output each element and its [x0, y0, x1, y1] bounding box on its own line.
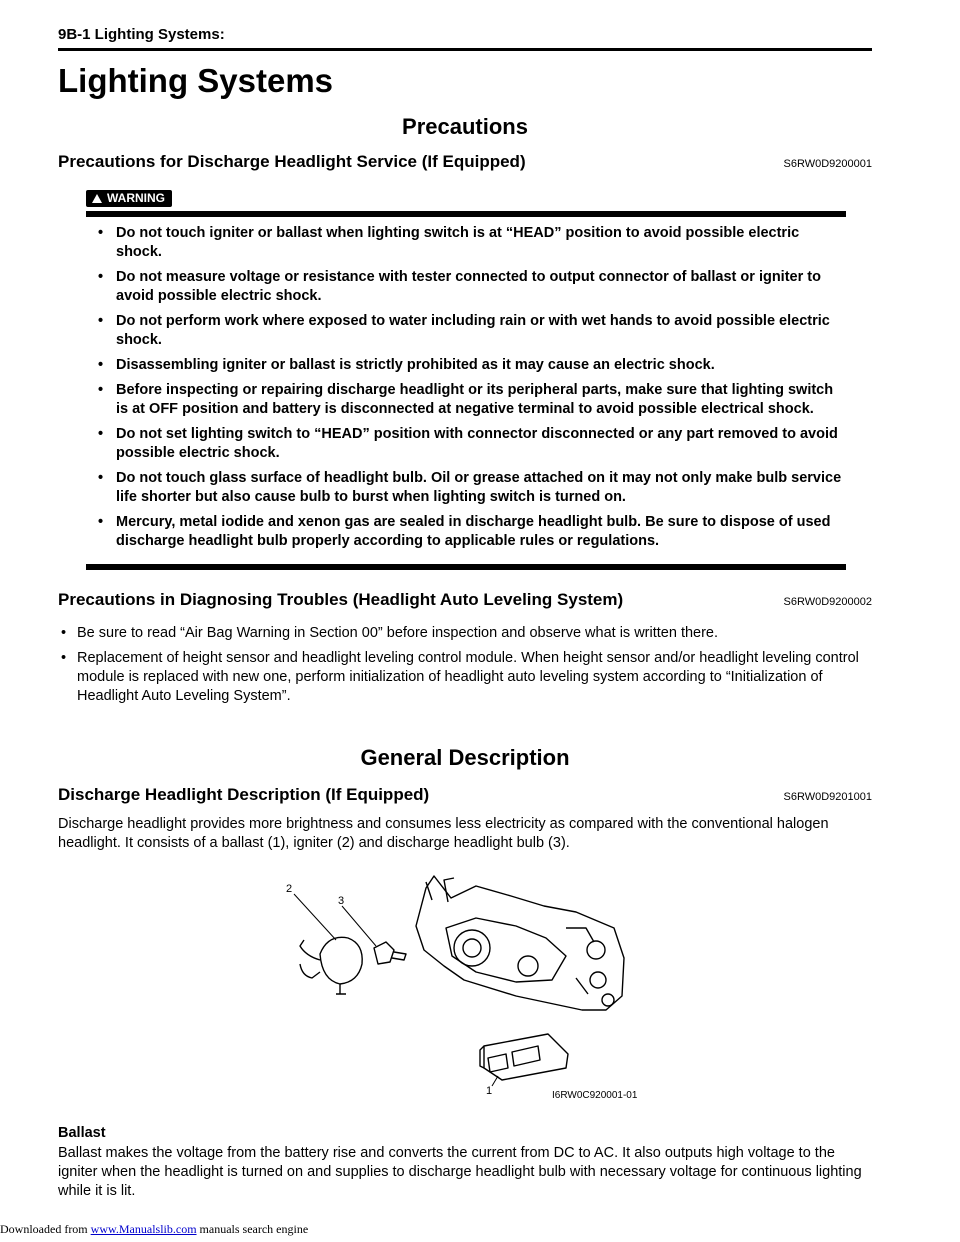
callout-1: 1 — [486, 1085, 493, 1097]
warning-item: • Do not perform work where exposed to water including rain or with wet hands to avoid possible electric shock. — [86, 312, 846, 350]
leader-line-3 — [342, 906, 376, 946]
callout-3: 3 — [338, 895, 345, 907]
ballast-heading: Ballast — [58, 1125, 106, 1141]
bulb-socket-inner — [463, 939, 481, 957]
figure-code: I6RW0C920001-01 — [552, 1090, 638, 1101]
igniter-lead — [300, 940, 320, 960]
warning-label: WARNING — [107, 191, 165, 205]
leader-line-1 — [492, 1076, 498, 1086]
housing-port — [587, 941, 605, 959]
igniter-lead — [300, 964, 320, 978]
section-code: S6RW0D9201001 — [783, 791, 872, 803]
subheading-discharge-precautions — [58, 152, 872, 172]
warning-item: • Do not measure voltage or resistance with tester connected to output connector of ballast or igniter to avoid possible electric shock. — [86, 268, 846, 306]
bulb-socket — [454, 930, 490, 966]
list-item: • Replacement of height sensor and headlight leveling control module. When height sensor and/or headlight leveling control module is replaced with new one, perform initialization of headlight auto leveling system according to “Initialization of Headlight Auto Leveling System”. — [58, 649, 872, 706]
list-item: • Be sure to read “Air Bag Warning in Section 00” before inspection and observe what is written there. — [58, 624, 872, 643]
warning-list — [86, 224, 846, 557]
leader-line-2 — [294, 894, 336, 940]
warning-item: • Do not touch igniter or ballast when lighting switch is at “HEAD” position to avoid possible electric shock. — [86, 224, 846, 262]
warning-top-rule — [86, 211, 846, 217]
callout-2: 2 — [286, 883, 293, 895]
warning-triangle-icon — [92, 194, 102, 203]
ballast-text: Ballast makes the voltage from the battery rise and converts the current from DC to AC. It also outputs high voltage to the igniter when the headlight is turned on and supplies to discharge headlight bulb with necessary voltage for continuous lighting while it is lit. — [58, 1145, 862, 1199]
headlight-diagram — [276, 868, 676, 1104]
warning-item: • Do not set lighting switch to “HEAD” position with connector disconnected or any part removed to avoid possible electric shock. — [86, 425, 846, 463]
housing-inner — [446, 918, 566, 982]
subheading-diagnosing-precautions — [58, 590, 872, 610]
diagnosing-list — [58, 624, 872, 712]
housing-port — [602, 994, 614, 1006]
page-footer — [0, 1222, 308, 1237]
section-heading-general: General Description — [360, 745, 570, 770]
footer-suffix: manuals search engine — [196, 1222, 309, 1236]
footer-link[interactable]: www.Manualslib.com — [90, 1222, 197, 1236]
housing-port — [590, 972, 606, 988]
subheading-text: Precautions for Discharge Headlight Service (If Equipped) — [58, 152, 526, 171]
ballast-detail — [488, 1046, 540, 1072]
subheading-text: Precautions in Diagnosing Troubles (Headlight Auto Leveling System) — [58, 590, 624, 609]
section-code: S6RW0D9200002 — [783, 596, 872, 608]
warning-item: • Before inspecting or repairing discharge headlight or its peripheral parts, make sure that lighting switch is at OFF position and battery is disconnected at negative terminal to avoid possible electrical shock. — [86, 381, 846, 419]
warning-bottom-rule — [86, 564, 846, 570]
subheading-discharge-description — [58, 785, 872, 805]
header-rule — [58, 48, 872, 51]
headlight-figure — [276, 868, 676, 1104]
footer-prefix: Downloaded from — [0, 1222, 91, 1236]
subheading-text: Discharge Headlight Description (If Equipped) — [58, 785, 430, 804]
page-title: Lighting Systems — [58, 62, 334, 99]
igniter-connector — [336, 984, 346, 994]
warning-item: • Mercury, metal iodide and xenon gas are sealed in discharge headlight bulb. Be sure to dispose of used discharge headlight bulb properly according to applicable rules or regulations. — [86, 513, 846, 551]
warning-badge — [86, 190, 172, 207]
section-code: S6RW0D9200001 — [783, 158, 872, 170]
page-header: 9B-1 Lighting Systems: — [58, 26, 225, 43]
section-heading-precautions: Precautions — [402, 114, 528, 139]
housing-port — [518, 956, 538, 976]
warning-item: • Do not touch glass surface of headlight bulb. Oil or grease attached on it may not only make bulb service life shorter but also cause bulb to burst when lighting switch is turned on. — [86, 469, 846, 507]
discharge-bulb-tip — [392, 952, 406, 960]
housing-detail — [566, 928, 594, 994]
warning-item: • Disassembling igniter or ballast is strictly prohibited as it may cause an electric shock. — [86, 356, 846, 375]
discharge-bulb-base — [374, 942, 394, 964]
discharge-description-text: Discharge headlight provides more brightness and consumes less electricity as compared with the conventional halogen headlight. It consists of a ballast (1), igniter (2) and discharge headlight bulb (3). — [58, 816, 829, 851]
ballast-body — [484, 1034, 568, 1080]
igniter-body — [320, 937, 362, 984]
